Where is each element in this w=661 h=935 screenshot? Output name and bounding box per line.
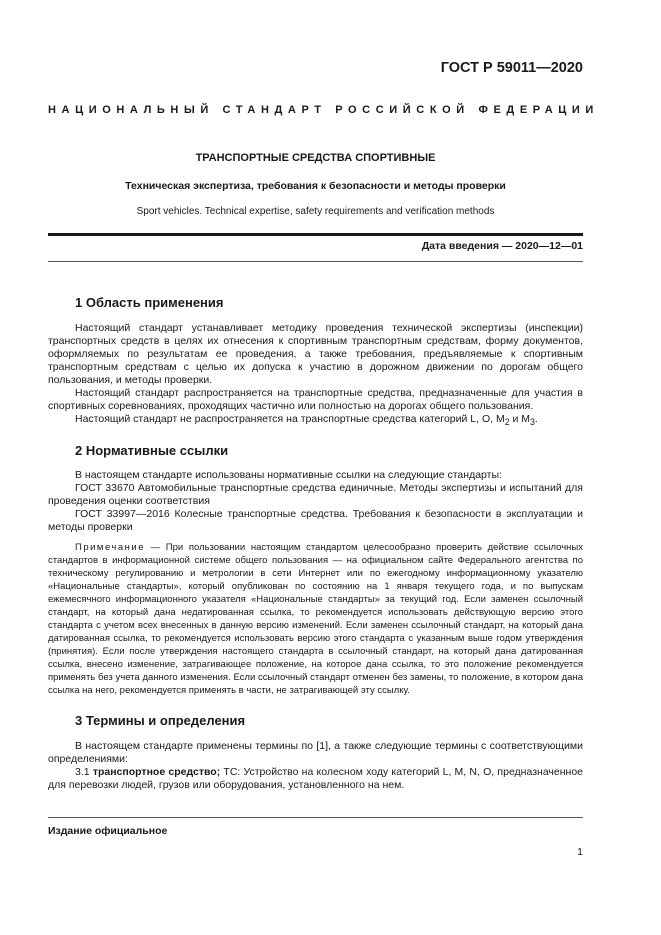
section-3-paragraph-1: В настоящем стандарте применены термины по [1], а также следующие термины с соответствующими определениями: [48, 740, 583, 765]
edition-label: Издание официальное [48, 825, 168, 837]
section-2-reference-1: ГОСТ 33670 Автомобильные транспортные средства единичные. Методы экспертизы и испытаний для проведения оценки соответствия [48, 482, 583, 507]
section-2-heading: 2 Нормативные ссылки [75, 443, 229, 458]
term-definition [48, 766, 583, 792]
section-1-paragraph-1: Настоящий стандарт устанавливает методику проведения технической экспертизы (инспекции) транспортных средств в целях их отнесения к спортивным транспортным средствам, форму документов, оформляемых по результатам ее проведения, а также требования, предъявляемые к спортивным транспортным средствам с целью их допуска к участию в дорожном движении по дорогам общего пользования, и методы проверки. [48, 322, 583, 386]
section-2-paragraph-1: В настоящем стандарте использованы нормативные ссылки на следующие стандарты: [75, 469, 502, 481]
section-1-paragraph-2: Настоящий стандарт распространяется на транспортные средства, предназначенные для участия в спортивных соревнованиях, проходящих частично или полностью на дорогах общего пользования. [48, 387, 583, 412]
paragraph-3-mid: и M [509, 413, 531, 425]
section-3-heading: 3 Термины и определения [75, 713, 246, 728]
section-1-paragraph-3 [48, 413, 583, 429]
document-title: ТРАНСПОРТНЫЕ СРЕДСТВА СПОРТИВНЫЕ [195, 152, 436, 164]
subscript-3: 3 [530, 417, 535, 428]
document-number: ГОСТ Р 59011—2020 [440, 60, 583, 76]
section-3-body [48, 740, 583, 792]
paragraph-3-suffix: . [534, 413, 538, 425]
document-subtitle: Техническая экспертиза, требования к безопасности и методы проверки [125, 180, 506, 192]
standard-banner: НАЦИОНАЛЬНЫЙ СТАНДАРТ РОССИЙСКОЙ ФЕДЕРАЦИИ [48, 104, 599, 116]
document-page [48, 0, 599, 935]
subscript-2: 2 [504, 417, 510, 428]
note-text: — При пользовании настоящим стандартом целесообразно проверить действие ссылочных стандартов в информационной системе общего пользования — на официальном сайте Федерального агентства по техническому регулированию и метрологии в сети Интернет или по ежегодному информационному указателю «Национальные стандарты», который опубликован по состоянию на 1 января текущего года, и по выпускам ежемесячного информационного указателя «Национальные стандарты» за текущий год. Если заменен ссылочный стандарт, на который дана недатированная ссылка, то рекомендуется использовать действующую версию этого стандарта с учетом всех внесенных в данную версию изменений. Если заменен ссылочный стандарт, на который дана датированная ссылка, то рекомендуется использовать версию этого стандарта с указанным выше годом утверждения (принятия). Если после утверждения настоящего стандарта в ссылочный стандарт, на который дана датированная ссылка, внесено изменение, затрагивающее положение, на которое дана ссылка, то это положение рекомендуется применять без учета данного изменения. Если ссылочный стандарт отменен без замены, то положение, в котором дана ссылка на него, рекомендуется применять в части, не затрагивающей эту ссылку. [48, 542, 583, 696]
term-number: 3.1 [75, 766, 93, 778]
document-title-english: Sport vehicles. Technical expertise, safety requirements and verification methods [136, 206, 495, 217]
paragraph-3-prefix: Настоящий стандарт не распространяется на транспортные средства категорий L, O, M [75, 413, 505, 425]
term-definition-text: ТС: Устройство на колесном ходу категорий L, M, N, O, предназначенное для перевозки людей, грузов или оборудования, установленного на нем. [48, 766, 584, 791]
term-name: транспортное средство; [92, 766, 221, 778]
note-label: Примечание [75, 542, 145, 553]
page-number: 1 [577, 846, 583, 858]
section-1-heading: 1 Область применения [75, 295, 224, 310]
introduction-date: Дата введения — 2020—12—01 [421, 240, 583, 252]
section-2-body [48, 469, 583, 697]
section-1-body [48, 322, 583, 429]
thin-divider [48, 261, 583, 262]
section-2-reference-2: ГОСТ 33997—2016 Колесные транспортные средства. Требования к безопасности в эксплуатации и методы проверки [48, 508, 583, 533]
section-2-note [48, 541, 583, 697]
footer-divider [48, 817, 583, 818]
thick-divider [48, 233, 583, 236]
